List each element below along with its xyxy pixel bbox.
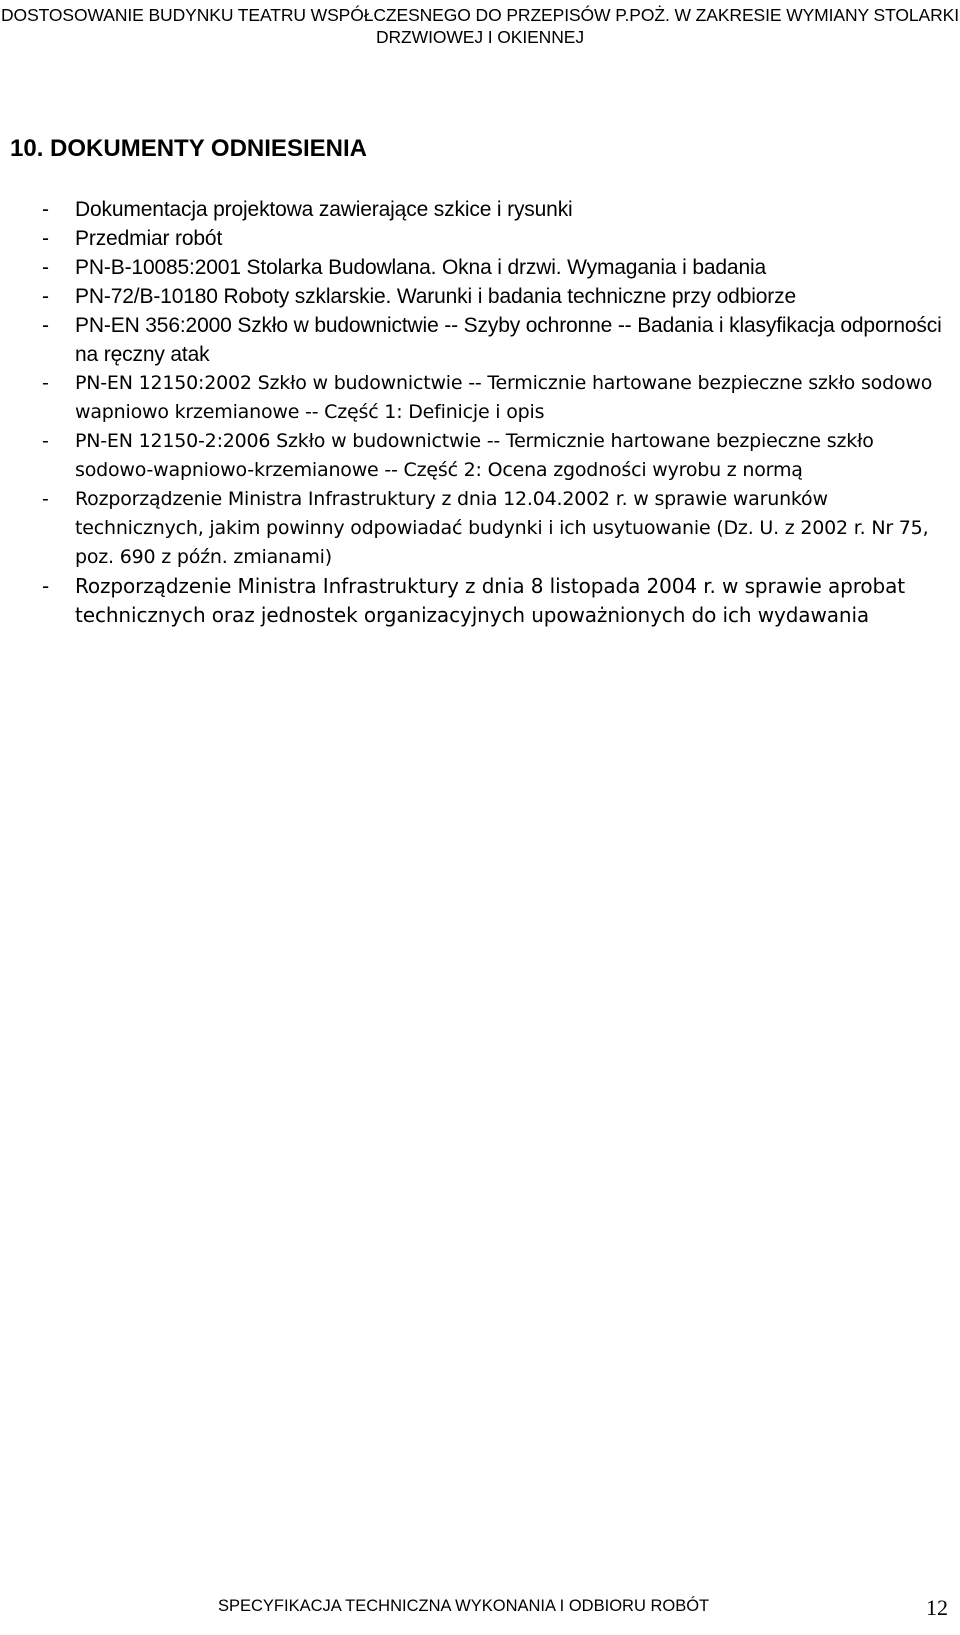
reference-text: Przedmiar robót — [75, 227, 223, 250]
reference-list — [42, 195, 942, 630]
page-footer: SPECYFIKACJA TECHNICZNA WYKONANIA I ODBIORU ROBÓT — [218, 1597, 710, 1615]
reference-text: Rozporządzenie Ministra Infrastruktury z dnia 12.04.2002 r. w sprawie warunków technicznych, jakim powinny odpowiadać budynki i ich usytuowanie (Dz. U. z 2002 r. Nr 75, poz. 690 z późn. zmianami) — [75, 488, 929, 568]
reference-item-1 — [42, 195, 942, 224]
reference-item-9 — [42, 572, 942, 630]
list-dash: - — [42, 574, 50, 598]
reference-item-2 — [42, 224, 942, 253]
header-line-2: DRZWIOWEJ I OKIENNEJ — [375, 27, 584, 47]
list-dash: - — [42, 488, 49, 510]
reference-text: PN-B-10085:2001 Stolarka Budowlana. Okna i drzwi. Wymagania i badania — [75, 256, 767, 279]
reference-item-4 — [42, 282, 942, 311]
list-dash: - — [42, 372, 49, 394]
list-dash: - — [42, 314, 49, 337]
reference-item-8 — [42, 485, 942, 572]
reference-text: PN-EN 356:2000 Szkło w budownictwie -- Szyby ochronne -- Badania i klasyfikacja odporności na ręczny atak — [75, 314, 942, 366]
reference-text: PN-EN 12150-2:2006 Szkło w budownictwie -- Termicznie hartowane bezpieczne szkło sodowo-wapniowo-krzemianowe -- Część 2: Ocena zgodności wyrobu z normą — [75, 430, 874, 481]
reference-item-3 — [42, 253, 942, 282]
list-dash: - — [42, 285, 49, 308]
reference-text: PN-EN 12150:2002 Szkło w budownictwie -- Termicznie hartowane bezpieczne szkło sodowo wapniowo krzemianowe -- Część 1: Definicje i opis — [75, 372, 933, 423]
list-dash: - — [42, 430, 49, 452]
reference-text: Rozporządzenie Ministra Infrastruktury z dnia 8 listopada 2004 r. w sprawie aprobat technicznych oraz jednostek organizacyjnych upoważnionych do ich wydawania — [75, 574, 906, 627]
reference-item-6 — [42, 369, 942, 427]
reference-item-5 — [42, 311, 942, 369]
list-dash: - — [42, 256, 49, 279]
reference-text: Dokumentacja projektowa zawierające szkice i rysunki — [75, 198, 573, 221]
reference-text: PN-72/B-10180 Roboty szklarskie. Warunki i badania techniczne przy odbiorze — [75, 285, 797, 308]
section-title: 10. DOKUMENTY ODNIESIENIA — [10, 135, 367, 162]
page-header — [0, 4, 960, 48]
list-dash: - — [42, 198, 49, 221]
header-line-1: DOSTOSOWANIE BUDYNKU TEATRU WSPÓŁCZESNEGO DO PRZEPISÓW P.POŻ. W ZAKRESIE WYMIANY STOLARKI — [1, 5, 959, 25]
page-number: 12 — [926, 1595, 948, 1620]
reference-item-7 — [42, 427, 942, 485]
list-dash: - — [42, 227, 49, 250]
